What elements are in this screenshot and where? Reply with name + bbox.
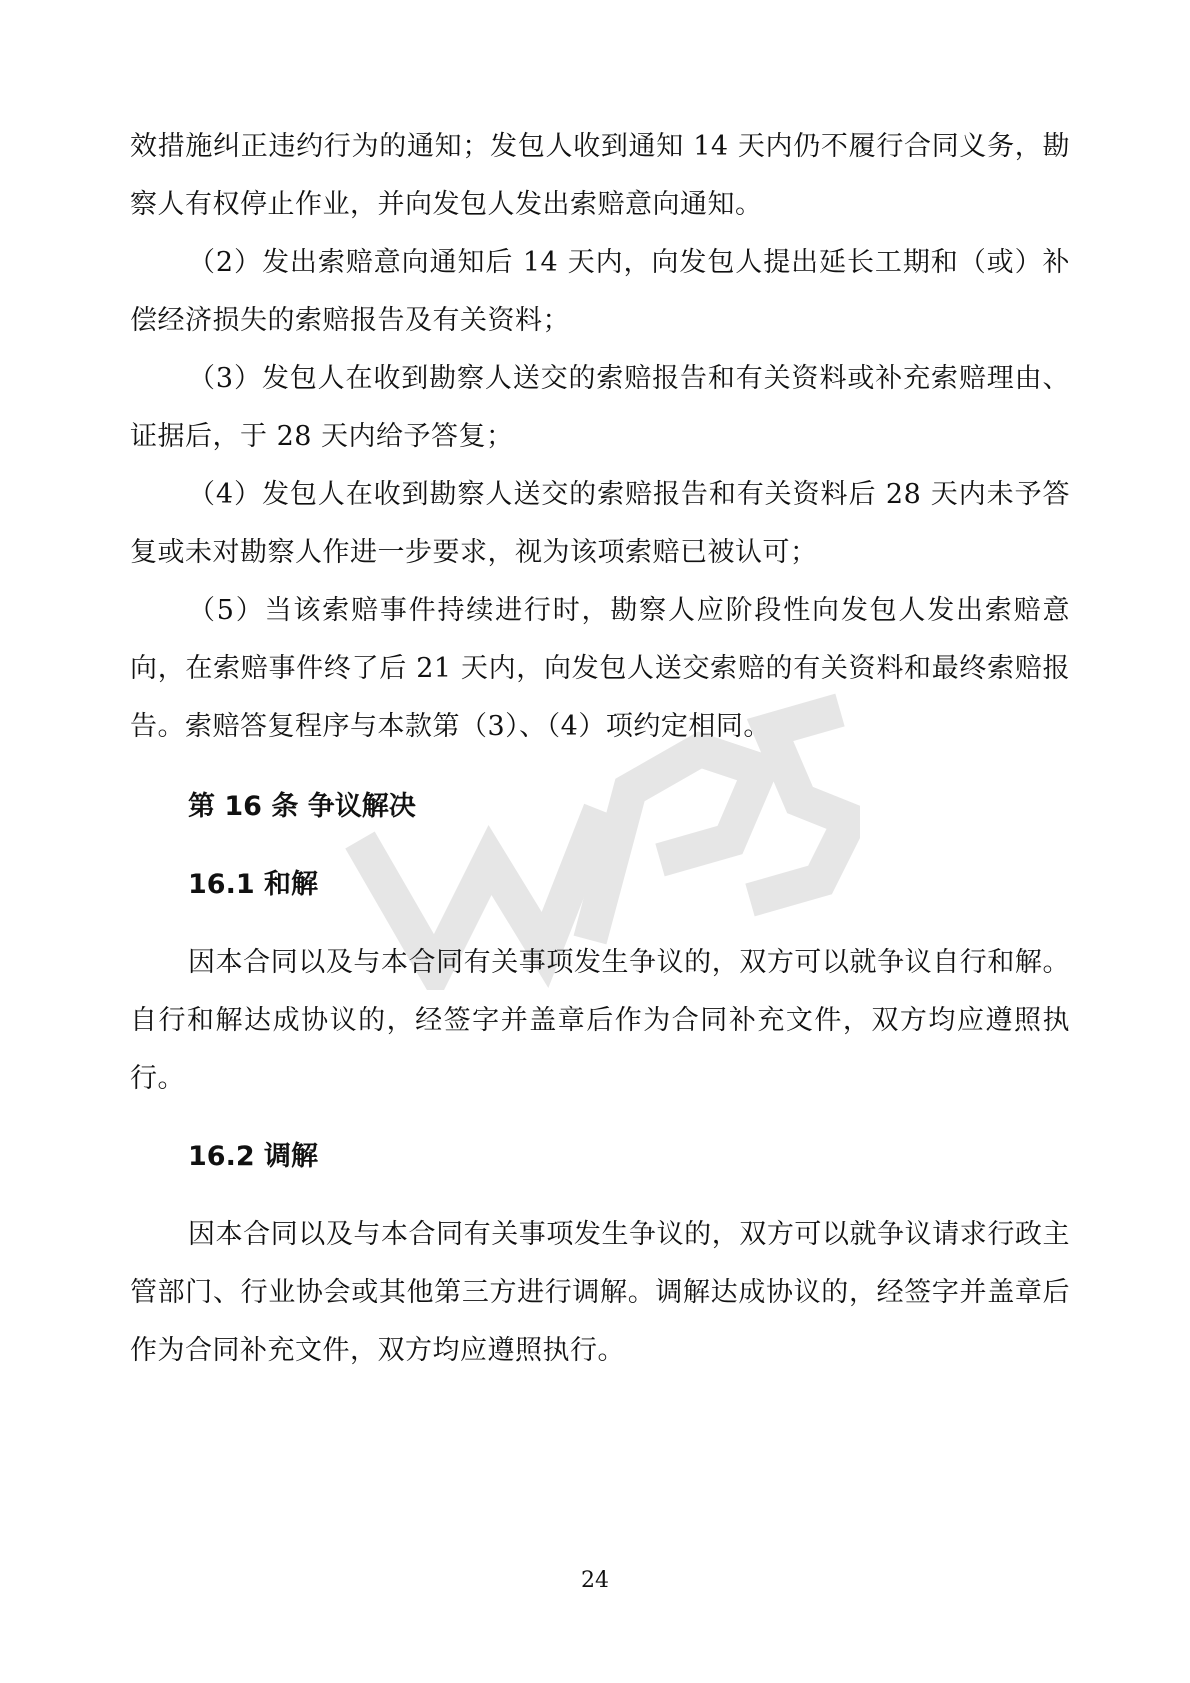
section-16-2-body: 因本合同以及与本合同有关事项发生争议的，双方可以就争议请求行政主管部门、行业协会或其他第三方进行调解。调解达成协议的，经签字并盖章后作为合同补充文件，双方均应遵照执行。 (130, 1219, 1070, 1366)
spacer (130, 756, 1070, 778)
paragraph-item-5: （5）当该索赔事件持续进行时，勘察人应阶段性向发包人发出索赔意向，在索赔事件终了后 21 天内，向发包人送交索赔的有关资料和最终索赔报告。索赔答复程序与本款第（3）、（4）项约定相同。 (130, 595, 1070, 742)
paragraph-item-2: （2）发出索赔意向通知后 14 天内，向发包人提出延长工期和（或）补偿经济损失的索赔报告及有关资料； (130, 247, 1070, 336)
page-number: 24 (581, 1568, 609, 1593)
article-16-heading: 第 16 条 争议解决 (188, 791, 416, 822)
spacer (130, 836, 1070, 856)
section-16-2-heading: 16.2 调解 (188, 1141, 319, 1172)
spacer (130, 914, 1070, 934)
spacer (130, 1186, 1070, 1206)
document-body (130, 118, 1070, 1380)
spacer (130, 1108, 1070, 1128)
section-16-1-heading: 16.1 和解 (188, 869, 319, 900)
paragraph-continued: 效措施纠正违约行为的通知；发包人收到通知 14 天内仍不履行合同义务，勘察人有权停止作业，并向发包人发出索赔意向通知。 (130, 131, 1070, 220)
paragraph-item-4: （4）发包人在收到勘察人送交的索赔报告和有关资料后 28 天内未予答复或未对勘察人作进一步要求，视为该项索赔已被认可； (130, 479, 1070, 568)
paragraph-item-3: （3）发包人在收到勘察人送交的索赔报告和有关资料或补充索赔理由、证据后，于 28 天内给予答复； (130, 363, 1070, 452)
section-16-1-body: 因本合同以及与本合同有关事项发生争议的，双方可以就争议自行和解。自行和解达成协议的，经签字并盖章后作为合同补充文件，双方均应遵照执行。 (130, 947, 1070, 1094)
